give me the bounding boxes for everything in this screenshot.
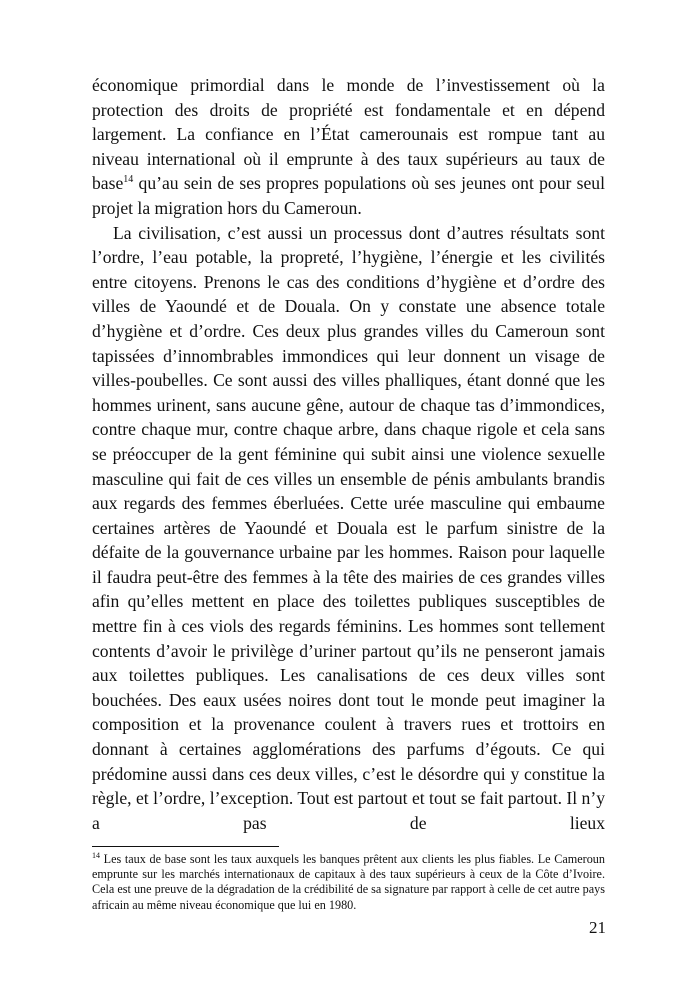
footnote-separator xyxy=(92,846,279,847)
footnote-marker: 14 xyxy=(92,850,100,860)
page-number: 21 xyxy=(589,918,606,937)
paragraph-1-continuation: qu’au sein de ses propres populations où ses jeunes ont pour seul projet la migration hors du Cameroun. xyxy=(92,173,605,218)
footnote-text: Les taux de base sont les taux auxquels les banques prêtent aux clients les plus fiables. Le Cameroun emprunte sur les marchés internationaux de capitaux à des taux supérieurs à ceux de la Côte d’Ivoire. Cela est une preuve de la dégradation de la crédibilité de sa signature par rapport à celle de cet autre pays africain au même niveau économique que lui en 1980. xyxy=(92,852,605,912)
paragraph-2: La civilisation, c’est aussi un processus dont d’autres résultats sont l’ordre, l’eau potable, la propreté, l’hygiène, l’énergie et les civilités entre citoyens. Prenons le cas des conditions d’hygiène et d’ordre des villes de Yaoundé et de Douala. On y constate une absence totale d’hygiène et d’ordre. Ces deux plus grandes villes du Cameroun sont tapissées d’innombrables immondices qui leur donnent un visage de villes-poubelles. Ce sont aussi des villes phalliques, étant donné que les hommes urinent, sans aucune gêne, autour de chaque tas d’immondices, contre chaque mur, contre chaque arbre, dans chaque rigole et cela sans se préoccuper de la gent féminine qui subit ainsi une violence sexuelle masculine qui fait de ces villes un ensemble de pénis ambulants brandis aux regards des femmes éberluées. Cette urée masculine qui embaume certaines artères de Yaoundé et Douala est le parfum sinistre de la défaite de la gouvernance urbaine par les hommes. Raison pour laquelle il faudra peut-être des femmes à la tête des mairies de ces grandes villes afin qu’elles mettent en place des toilettes publiques susceptibles de mettre fin à ces viols des regards féminins. Les hommes sont tellement contents d’avoir le privilège d’uriner partout qu’ils ne penseront jamais aux toilettes publiques. Les canalisations de ces deux villes sont bouchées. Des eaux usées noires dont tout le monde peut imaginer la composition et la provenance coulent à travers rues et trottoirs en donnant à certaines agglomérations des parfums d’égouts. Ce qui prédomine aussi dans ces deux villes, c’est le désordre qui y constitue la règle, et l’ordre, l’exception. Tout est partout et tout se fait partout. Il n’y a pas de lieux xyxy=(92,222,605,833)
footnote xyxy=(92,852,605,913)
body-text xyxy=(92,73,605,835)
footnote-reference: 14 xyxy=(123,174,134,186)
paragraph-1 xyxy=(92,73,605,221)
paragraph-1-text: économique primordial dans le monde de l’investissement où la protection des droits de propriété est fondamentale et en dépend largement. La confiance en l’État camerounais est rompue tant au niveau international où il emprunte à des taux supérieurs au taux de base xyxy=(92,75,605,194)
